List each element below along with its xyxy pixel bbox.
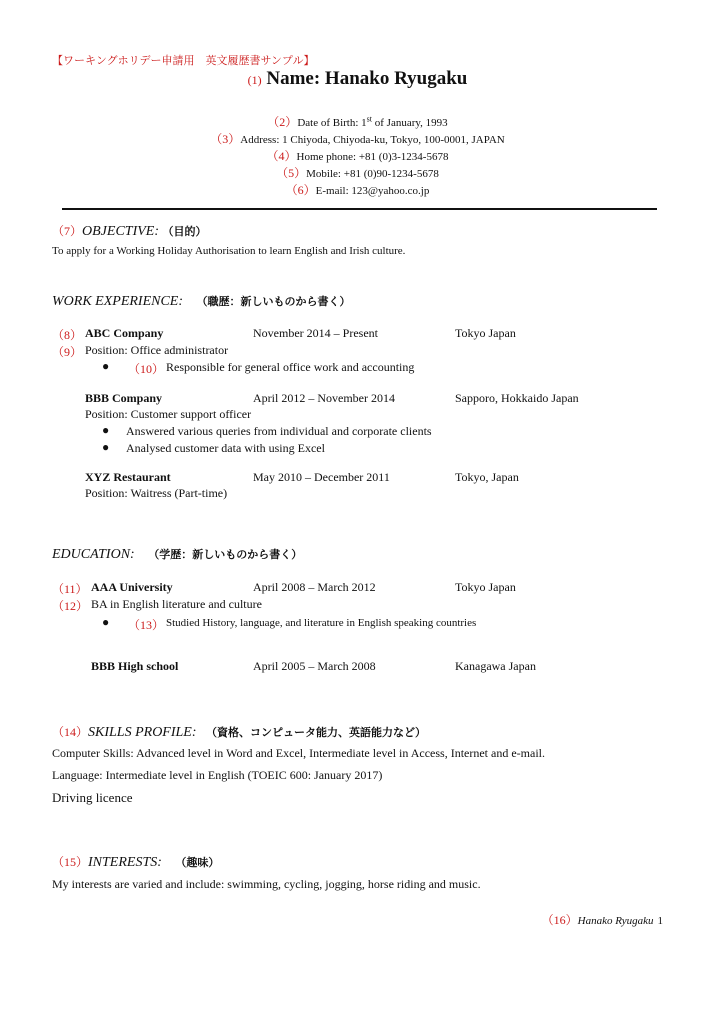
name-heading bbox=[0, 68, 715, 90]
job-dates: November 2014 – Present bbox=[253, 326, 378, 340]
school-study-note: Studied History, language, and literature in English speaking countries bbox=[166, 617, 477, 629]
annotation-14: （14） bbox=[52, 725, 89, 739]
page-number: 1 bbox=[657, 915, 663, 927]
school-location: Tokyo Japan bbox=[455, 580, 516, 594]
annotation-3: （3） bbox=[210, 132, 241, 146]
mobile-phone bbox=[0, 164, 715, 181]
annotation-7: （7） bbox=[52, 224, 83, 238]
work-experience-jp-note: （職歴：新しいものから書く） bbox=[196, 295, 351, 308]
banner-text: ワーキングホリデー申請用 英文履歴書サンプル bbox=[63, 54, 304, 67]
school-name: AAA University bbox=[91, 580, 173, 594]
interests-title: INTERESTS: bbox=[88, 855, 162, 870]
objective-jp-note: （目的） bbox=[162, 225, 207, 238]
work-experience-title: WORK EXPERIENCE: bbox=[52, 294, 184, 309]
footer-name: Hanako Ryugaku bbox=[577, 915, 654, 927]
job-position: Position: Waitress (Part-time) bbox=[85, 486, 228, 500]
annotation-11: （11） bbox=[52, 582, 88, 596]
annotation-2: （2） bbox=[267, 115, 298, 129]
address-text: Address: 1 Chiyoda, Chiyoda-ku, Tokyo, 100-0001, JAPAN bbox=[240, 134, 505, 146]
email-text: E-mail: 123@yahoo.co.jp bbox=[315, 185, 430, 197]
dob-suffix: of January, 1993 bbox=[372, 117, 448, 129]
bullet-dot: ● bbox=[102, 359, 110, 373]
job-position: Position: Office administrator bbox=[85, 343, 229, 357]
sample-banner bbox=[52, 52, 314, 68]
job-duty: Analysed customer data with using Excel bbox=[126, 441, 325, 455]
job-company: BBB Company bbox=[85, 391, 163, 405]
page-footer bbox=[542, 911, 663, 929]
banner-open-bracket: 【 bbox=[52, 54, 63, 67]
objective-text: To apply for a Working Holiday Authorisation to learn English and Irish culture. bbox=[52, 245, 406, 257]
home-phone bbox=[0, 147, 715, 164]
job-dates: April 2012 – November 2014 bbox=[253, 391, 395, 405]
header-divider bbox=[62, 208, 657, 210]
school-dates: April 2005 – March 2008 bbox=[253, 659, 376, 673]
job-dates: May 2010 – December 2011 bbox=[253, 470, 390, 484]
banner-close-bracket: 】 bbox=[303, 54, 315, 67]
home-phone-text: Home phone: +81 (0)3-1234-5678 bbox=[296, 151, 449, 163]
job-duty: Responsible for general office work and accounting bbox=[166, 360, 415, 374]
dob-superscript: st bbox=[366, 114, 373, 124]
objective-heading bbox=[52, 222, 207, 240]
bullet-dot: ● bbox=[102, 423, 110, 437]
interests-text: My interests are varied and include: swimming, cycling, jogging, horse riding and music. bbox=[52, 877, 481, 891]
skills-title: SKILLS PROFILE: bbox=[88, 725, 197, 740]
interests-jp-note: （趣味） bbox=[175, 856, 220, 869]
skills-driving: Driving licence bbox=[52, 790, 133, 805]
annotation-4: （4） bbox=[266, 149, 297, 163]
skills-computer: Computer Skills: Advanced level in Word and Excel, Intermediate level in Access, Internet and e-mail. bbox=[52, 746, 545, 760]
annotation-9: （9） bbox=[52, 345, 83, 359]
annotation-12: （12） bbox=[52, 599, 89, 613]
skills-heading bbox=[52, 723, 426, 741]
skills-jp-note: （資格、コンピュータ能力、英語能力など） bbox=[206, 726, 427, 739]
annotation-8: （8） bbox=[52, 328, 83, 342]
annotation-15: （15） bbox=[52, 855, 89, 869]
annotation-16: （16） bbox=[541, 913, 578, 927]
school-degree: BA in English literature and culture bbox=[91, 597, 262, 611]
school-location: Kanagawa Japan bbox=[455, 659, 536, 673]
applicant-name: Name: Hanako Ryugaku bbox=[266, 68, 468, 89]
email bbox=[0, 181, 715, 198]
job-company: XYZ Restaurant bbox=[85, 470, 171, 484]
objective-title: OBJECTIVE: bbox=[82, 224, 159, 239]
annotation-13: （13） bbox=[128, 618, 165, 632]
annotation-5: （5） bbox=[276, 166, 307, 180]
school-name: BBB High school bbox=[91, 659, 179, 673]
annotation-10: （10） bbox=[128, 362, 165, 376]
school-dates: April 2008 – March 2012 bbox=[253, 580, 376, 594]
skills-language: Language: Intermediate level in English (TOEIC 600: January 2017) bbox=[52, 768, 383, 782]
job-location: Tokyo Japan bbox=[455, 326, 516, 340]
education-title: EDUCATION: bbox=[52, 547, 135, 562]
interests-heading bbox=[52, 853, 219, 871]
annotation-6: （6） bbox=[285, 183, 316, 197]
bullet-dot: ● bbox=[102, 440, 110, 454]
bullet-dot: ● bbox=[102, 615, 110, 629]
work-experience-heading bbox=[52, 293, 351, 310]
education-jp-note: （学歴：新しいものから書く） bbox=[148, 548, 303, 561]
dob-prefix: Date of Birth: 1 bbox=[297, 117, 367, 129]
annotation-1: (1) bbox=[247, 73, 262, 87]
education-heading bbox=[52, 546, 302, 563]
job-position: Position: Customer support officer bbox=[85, 407, 252, 421]
date-of-birth bbox=[0, 113, 715, 130]
job-location: Sapporo, Hokkaido Japan bbox=[455, 391, 579, 405]
job-company: ABC Company bbox=[85, 326, 164, 340]
mobile-phone-text: Mobile: +81 (0)90-1234-5678 bbox=[306, 168, 439, 180]
address bbox=[0, 130, 715, 147]
job-duty: Answered various queries from individual and corporate clients bbox=[126, 424, 432, 438]
job-location: Tokyo, Japan bbox=[455, 470, 519, 484]
